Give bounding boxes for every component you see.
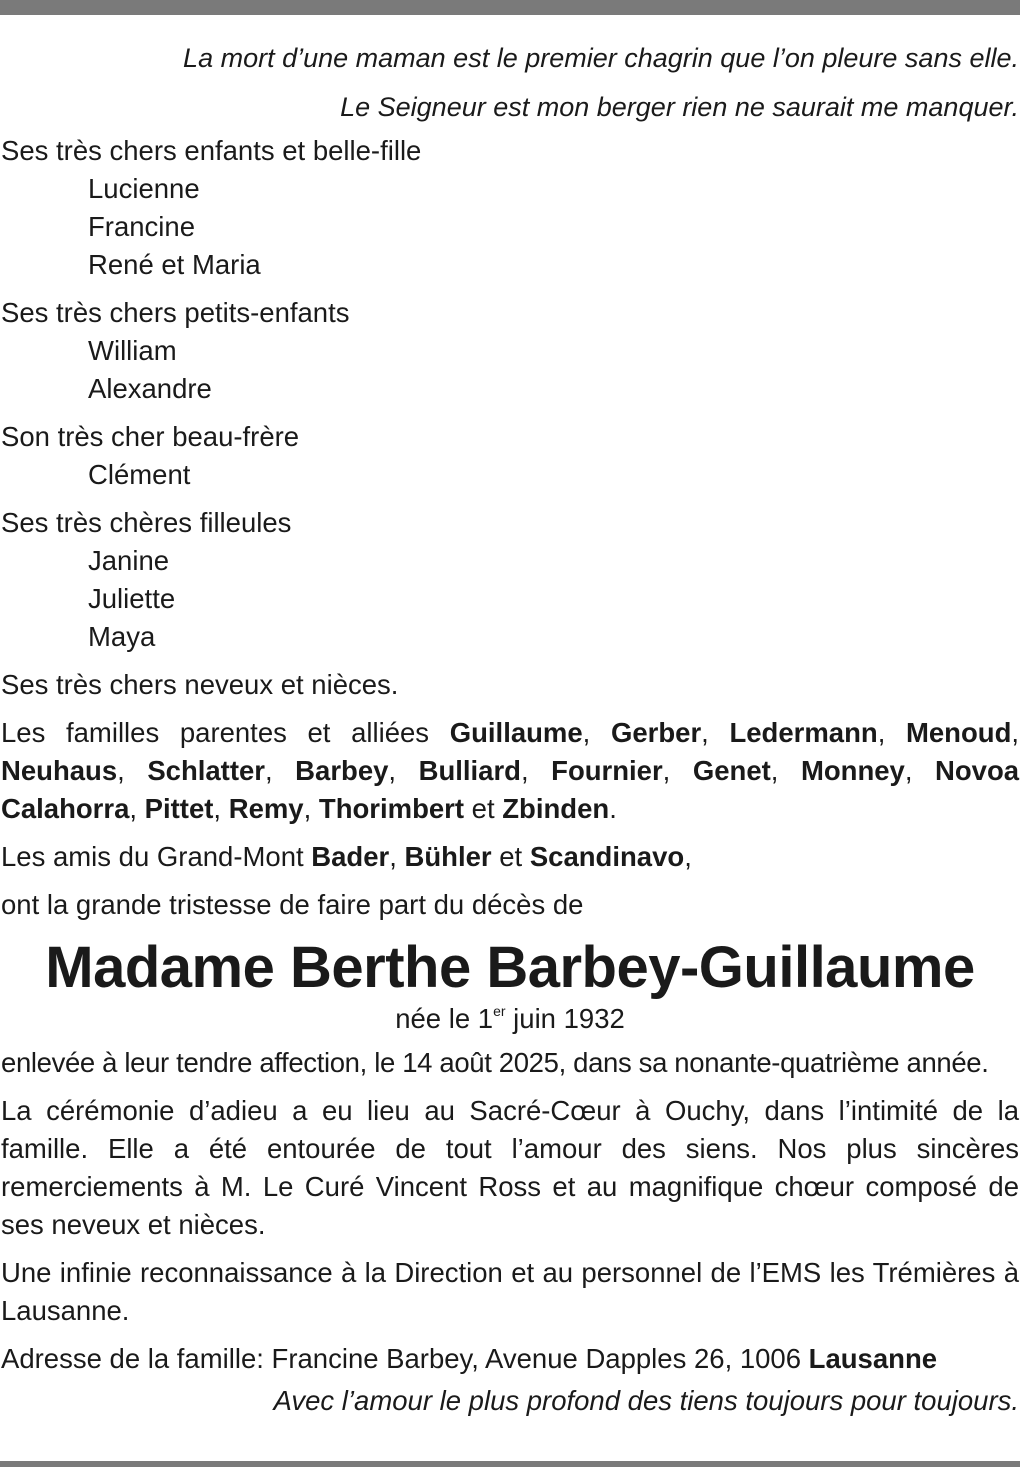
name-list — [1, 456, 1019, 494]
friends-paragraph — [1, 838, 1019, 876]
nephews-line: Ses très chers neveux et nièces. — [1, 669, 399, 700]
group-heading: Ses très chers enfants et belle-fille — [1, 135, 422, 166]
group-heading: Ses très chers petits-enfants — [1, 297, 350, 328]
name-list — [1, 170, 1019, 284]
bottom-border — [0, 1461, 1020, 1467]
group-heading: Ses très chères filleules — [1, 507, 292, 538]
family-member-name: Alexandre — [88, 373, 212, 404]
friend-name: Bader — [311, 841, 390, 872]
families-paragraph — [1, 714, 1019, 828]
family-member-name: Clément — [88, 459, 191, 490]
friend-name: Scandinavo — [529, 841, 685, 872]
closing-line: Avec l’amour le plus profond des tiens toujours pour toujours. — [273, 1385, 1019, 1416]
family-surname: Gerber — [610, 717, 702, 748]
group-heading: Son très cher beau-frère — [1, 421, 300, 452]
name-list — [1, 332, 1019, 408]
family-surname: Guillaume — [449, 717, 583, 748]
address-city: Lausanne — [808, 1343, 938, 1374]
family-groups — [1, 132, 1019, 656]
family-member-name: William — [88, 335, 177, 366]
family-member-name: Lucienne — [88, 173, 200, 204]
family-address: Adresse de la famille: Francine Barbey, Avenue Dapples 26, 1006 Lausanne — [1, 1343, 938, 1374]
family-group — [1, 418, 1019, 494]
death-paragraph: enlevée à leur tendre affection, le 14 août 2025, dans sa nonante-quatrième année. — [1, 1047, 989, 1078]
family-group — [1, 132, 1019, 284]
top-border — [0, 0, 1020, 15]
friend-name: Bühler — [404, 841, 492, 872]
announcement-line: ont la grande tristesse de faire part du décès de — [1, 889, 584, 920]
family-surname: Zbinden — [502, 793, 610, 824]
birth-date: née le 1er juin 1932 — [395, 1003, 625, 1034]
family-surname: Genet — [692, 755, 771, 786]
deceased-name: Madame Berthe Barbey-Guillaume — [45, 935, 975, 1000]
epigraph-quote: La mort d’une maman est le premier chagrin que l’on pleure sans elle. — [183, 43, 1019, 73]
family-member-name: Francine — [88, 211, 195, 242]
epigraph-quote: Le Seigneur est mon berger rien ne saurait me manquer. — [340, 92, 1019, 122]
ceremony-paragraph: La cérémonie d’adieu a eu lieu au Sacré-Cœur à Ouchy, dans l’intimité de la famille. Elle a été entourée de tout l’amour des siens. Nos plus sincères remerciements à M. Le Curé Vincent Ross et au magnifique chœur composé de ses neveux et nièces. — [1, 1095, 1019, 1240]
ordinal-suffix: er — [493, 1003, 506, 1019]
family-surname-list: Guillaume, Gerber, Ledermann, Menoud, Neuhaus, Schlatter, Barbey, Bulliard, Fournier, Genet, Monney, Novoa Calahorra, Pittet, Remy, Thorimbert et Zbinden — [1, 717, 1020, 824]
family-surname: Novoa Calahorra — [1, 755, 1020, 824]
families-end: . — [609, 793, 617, 824]
families-intro: Les familles parentes et alliées — [1, 717, 450, 748]
family-member-name: Maya — [88, 621, 156, 652]
friends-end: , — [684, 841, 692, 872]
family-surname: Remy — [228, 793, 304, 824]
family-surname: Fournier — [551, 755, 663, 786]
family-surname: Neuhaus — [1, 755, 118, 786]
family-surname: Pittet — [144, 793, 214, 824]
family-surname: Barbey — [295, 755, 389, 786]
thanks-paragraph: Une infinie reconnaissance à la Direction et au personnel de l’EMS les Trémières à Lausanne. — [1, 1257, 1019, 1326]
family-surname: Bulliard — [418, 755, 521, 786]
family-member-name: Juliette — [88, 583, 176, 614]
family-member-name: Janine — [88, 545, 170, 576]
notice-body — [1, 34, 1019, 1420]
family-surname: Schlatter — [147, 755, 265, 786]
family-surname: Thorimbert — [318, 793, 465, 824]
name-list — [1, 542, 1019, 656]
family-group — [1, 504, 1019, 656]
family-surname: Monney — [800, 755, 905, 786]
family-group — [1, 294, 1019, 408]
family-member-name: René et Maria — [88, 249, 261, 280]
friend-name-list: Bader, Bühler et Scandinavo — [311, 841, 685, 872]
family-surname: Ledermann — [729, 717, 878, 748]
family-surname: Menoud — [905, 717, 1012, 748]
friends-intro: Les amis du Grand-Mont — [1, 841, 312, 872]
